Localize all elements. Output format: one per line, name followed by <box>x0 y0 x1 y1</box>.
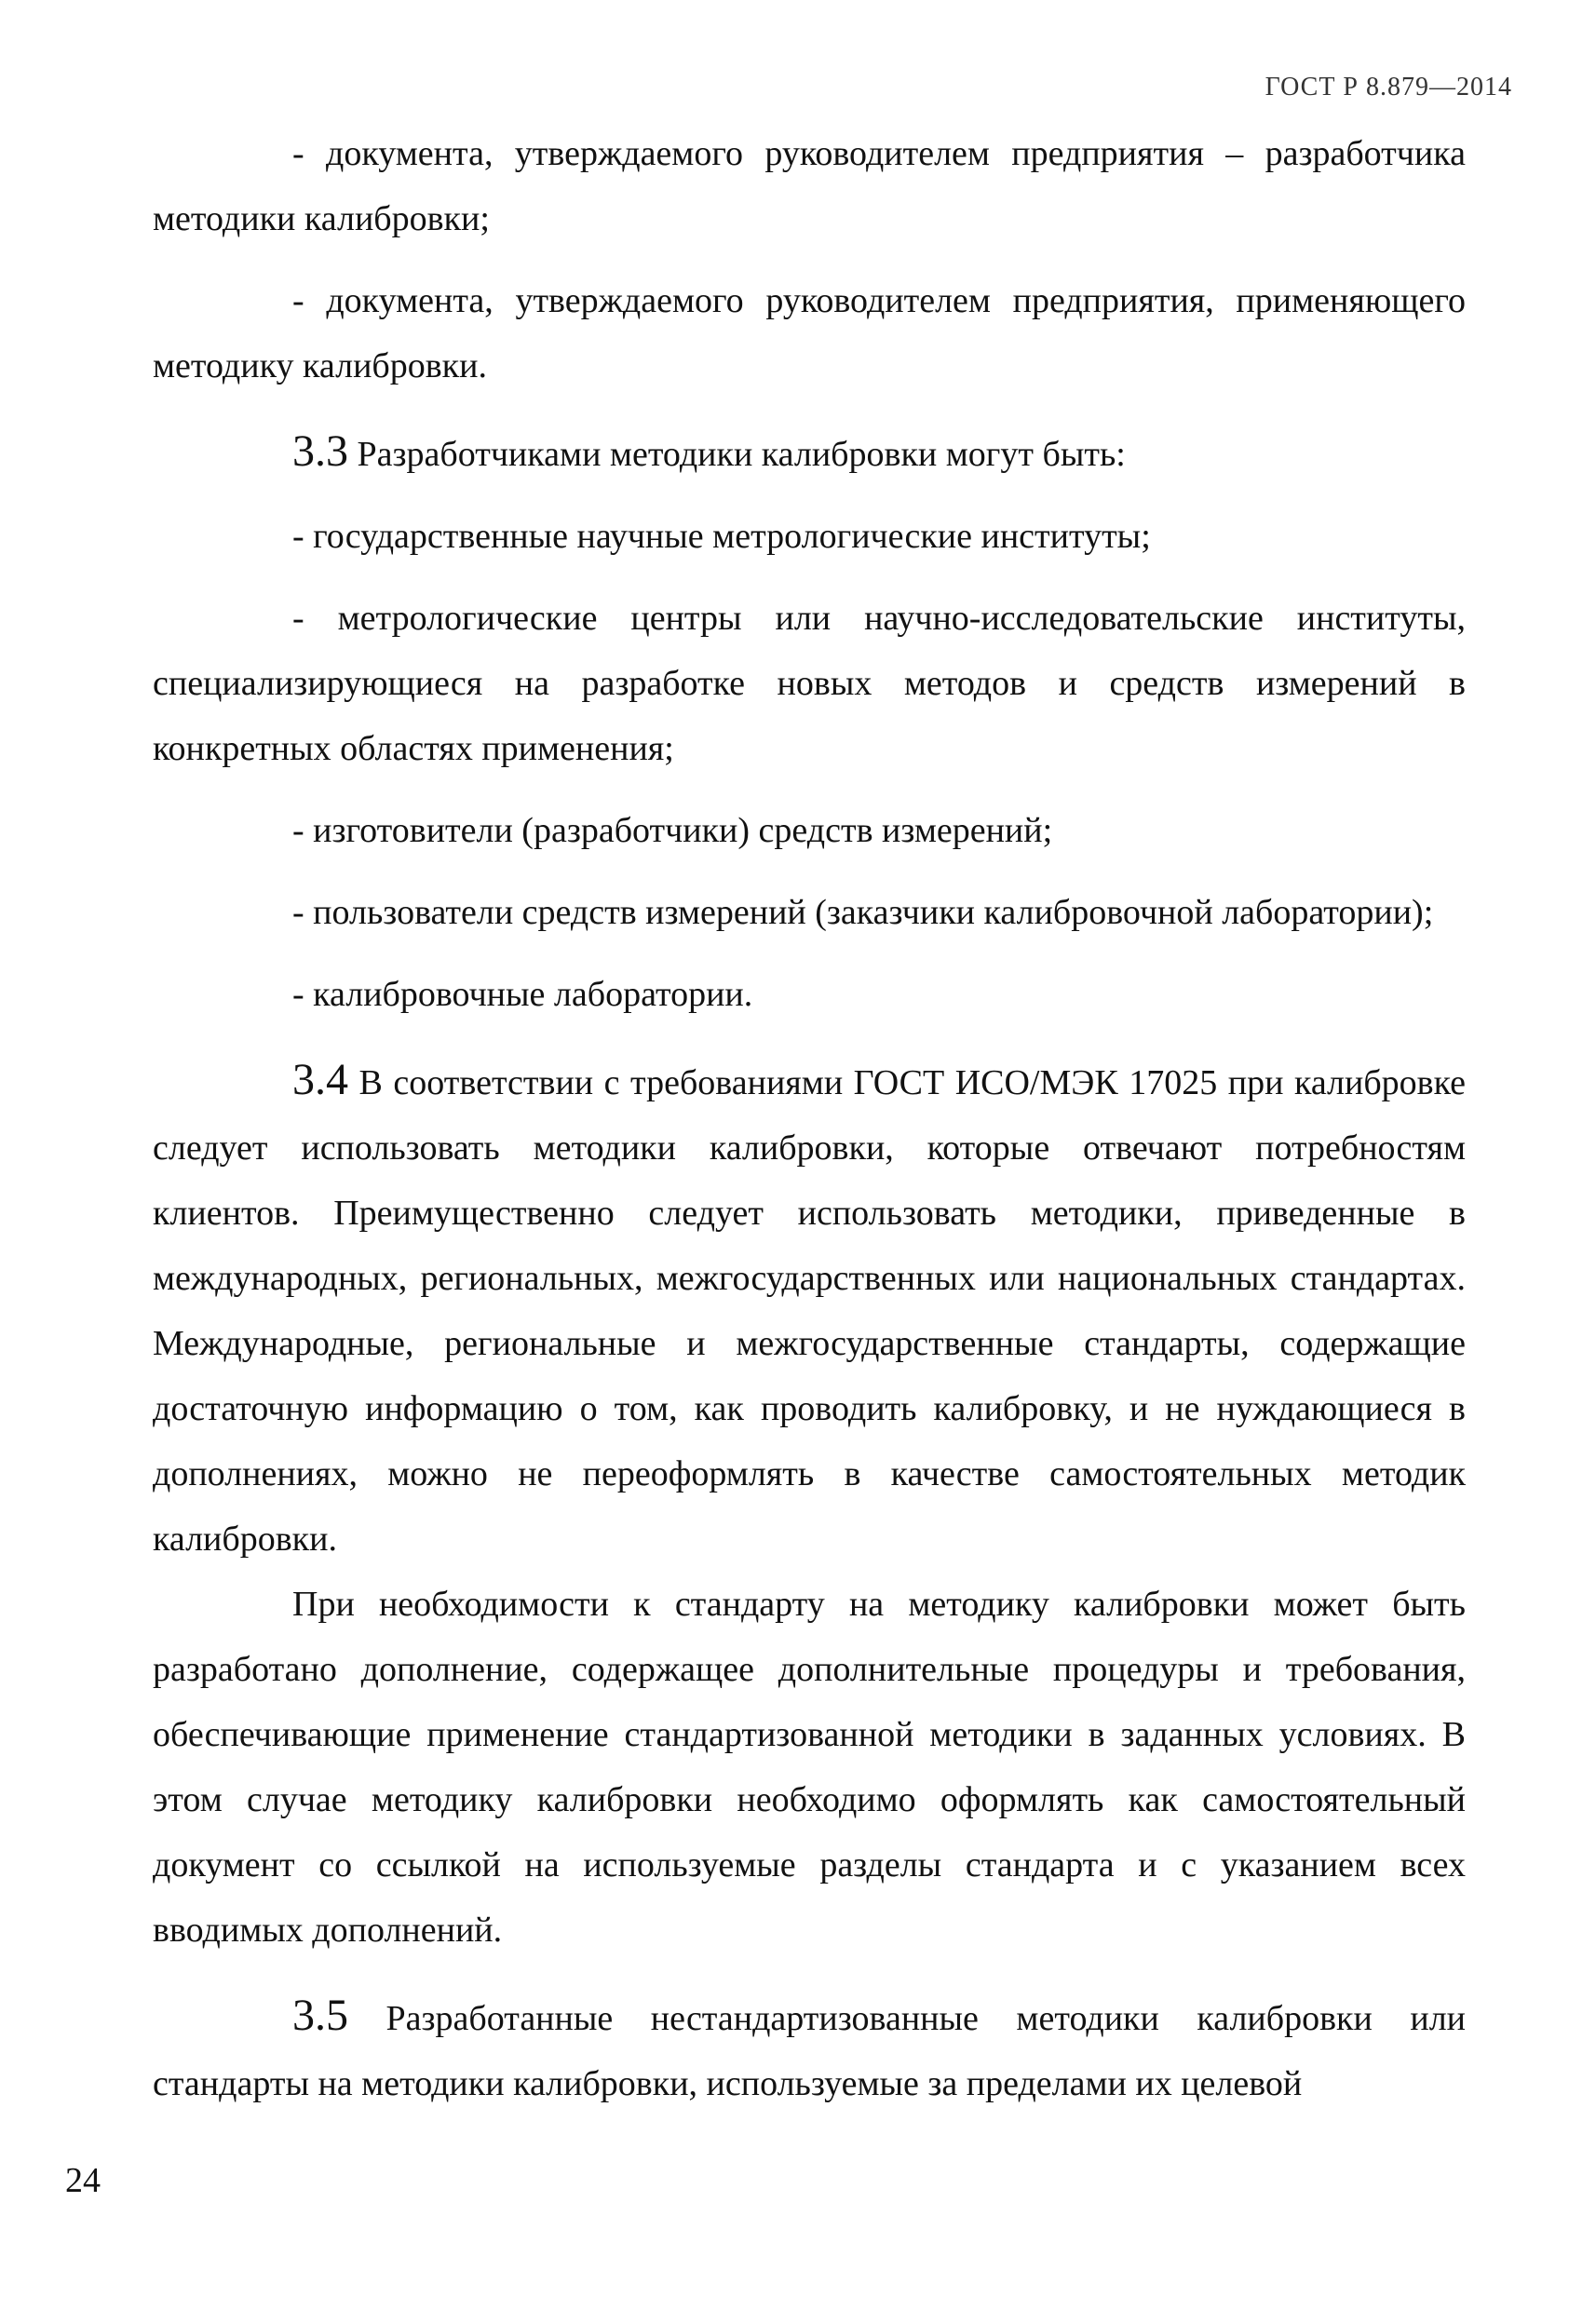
paragraph-list-item-6: - пользователи средств измерений (заказчики калибровочной лаборатории); <box>292 893 1434 932</box>
section-number: 3.4 <box>292 1055 348 1104</box>
paragraph-list-item-7: - калибровочные лаборатории. <box>292 975 753 1014</box>
paragraph-list-item-5: - изготовители (разработчики) средств измерений; <box>292 811 1053 850</box>
paragraph-list-item-4: - метрологические центры или научно-исследовательские институты, специализирующиеся на разработке новых методов и средств измерений в конкретных областях применения; <box>153 599 1466 768</box>
section-3-4-paragraph <box>153 1047 1466 1572</box>
section-text: Разработчиками методики калибровки могут быть: <box>348 435 1126 474</box>
section-3-5-paragraph <box>153 1983 1466 2116</box>
section-number: 3.3 <box>292 426 348 476</box>
page-number: 24 <box>65 2161 101 2200</box>
section-text: В соответствии с требованиями ГОСТ ИСО/МЭК 17025 при калибровке следует использовать методики калибровки, которые отвечают потребностям клиентов. Преимущественно следует использовать методики, приведенные в международных, региональных, межгосударственных или национальных стандартах. Международные, региональные и межгосударственные стандарты, содержащие достаточную информацию о том, как проводить калибровку, и не нуждающиеся в дополнениях, можно не переоформлять в качестве самостоятельных методик калибровки. <box>153 1063 1466 1559</box>
page-body <box>153 121 1466 2116</box>
section-3-3-paragraph <box>153 419 1466 487</box>
document-header-id: ГОСТ Р 8.879—2014 <box>1265 73 1512 101</box>
section-text: Разработанные нестандартизованные методики калибровки или стандарты на методики калибровки, используемые за пределами их целевой <box>153 1999 1466 2103</box>
paragraph-list-item-3: - государственные научные метрологические институты; <box>292 517 1151 556</box>
section-number: 3.5 <box>292 1991 348 2040</box>
paragraph-list-item-2: - документа, утверждаемого руководителем предприятия, применяющего методику калибровки. <box>153 281 1466 385</box>
paragraph-list-item-1: - документа, утверждаемого руководителем предприятия – разработчика методики калибровки; <box>153 134 1466 238</box>
paragraph-body: При необходимости к стандарту на методику калибровки может быть разработано дополнение, содержащее дополнительные процедуры и требования, обеспечивающие применение стандартизованной методики в заданных условиях. В этом случае методику калибровки необходимо оформлять как самостоятельный документ со ссылкой на используемые разделы стандарта и с указанием всех вводимых дополнений. <box>153 1585 1466 1950</box>
